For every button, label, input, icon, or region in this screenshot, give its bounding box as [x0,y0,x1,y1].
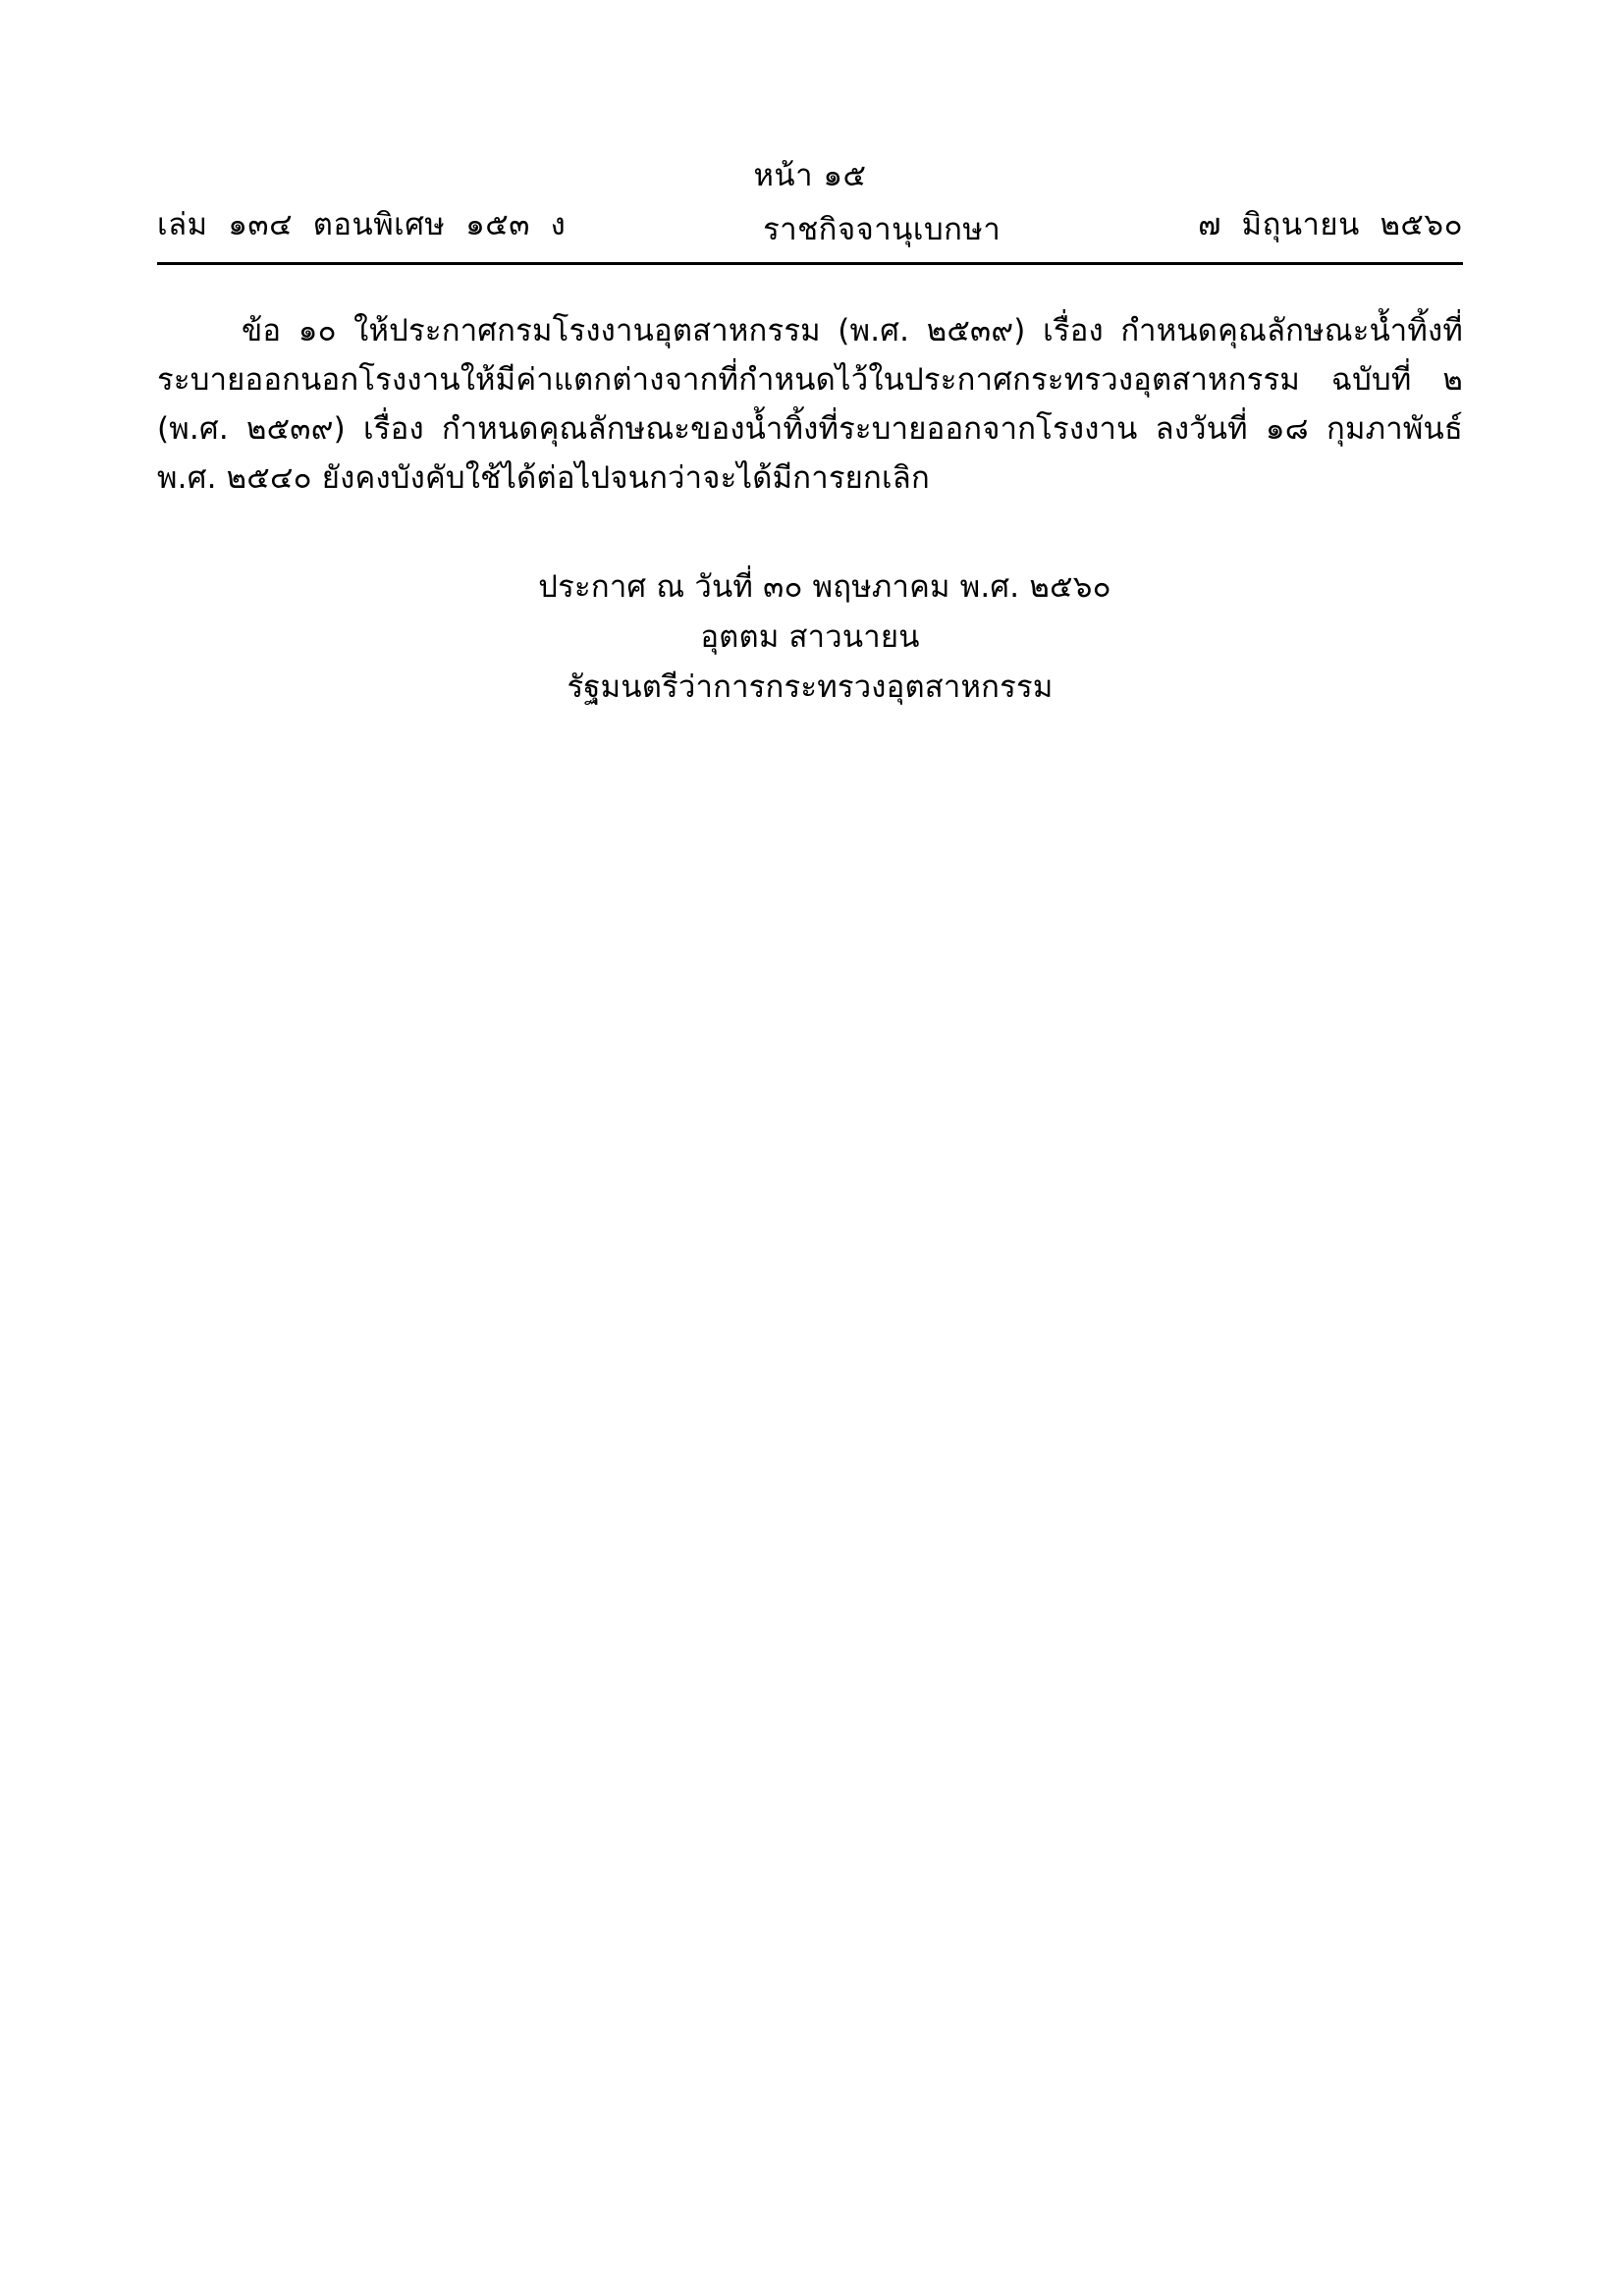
gazette-title: ราชกิจจานุเบกษา [763,211,1001,247]
body-text [157,306,1463,504]
header-row [157,199,1463,248]
signatory-name: อุตตม สาวนายน [700,618,920,655]
signature-block [157,562,1463,713]
header-divider [157,262,1463,265]
header-middle-wrap [566,204,1198,247]
volume-issue-label: เล่ม ๑๓๔ ตอนพิเศษ ๑๕๓ ง [157,206,567,242]
clause-10-paragraph: ข้อ ๑๐ ให้ประกาศกรมโรงงานอุตสาหกรรม (พ.ศ. ๒๕๓๙) เรื่อง กำหนดคุณลักษณะน้ำทิ้งที่ระบายออกนอกโรงงานให้มีค่าแตกต่างจากที่กำหนดไว้ในประกาศกระทรวงอุตสาหกรรม ฉบับที่ ๒ (พ.ศ. ๒๕๓๙) เรื่อง กำหนดคุณลักษณะของน้ำทิ้งที่ระบายออกจากโรงงาน ลงวันที่ ๑๘ กุมภาพันธ์ พ.ศ. ๒๕๔๐ ยังคงบังคับใช้ได้ต่อไปจนกว่าจะได้มีการยกเลิก [157,312,1463,497]
page-content [157,0,1463,713]
publication-date: ๗ มิถุนายน ๒๕๖๐ [1198,206,1463,242]
announcement-date: ประกาศ ณ วันที่ ๓๐ พฤษภาคม พ.ศ. ๒๕๖๐ [538,568,1111,605]
page-header [157,157,1463,265]
signatory-position: รัฐมนตรีว่าการกระทรวงอุตสาหกรรม [567,668,1054,705]
page-number-label: หน้า ๑๕ [753,158,867,193]
